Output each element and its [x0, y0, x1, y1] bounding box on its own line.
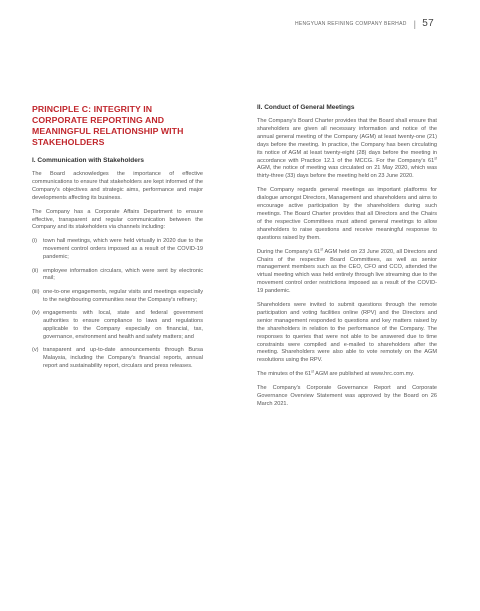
text-run: The minutes of the 61: [257, 371, 312, 378]
page-number: 57: [422, 18, 434, 29]
list-marker: (ii): [32, 267, 39, 274]
text-run: AGM, the notice of meeting was circulated on 21 May 2020, which was thirty-three (33) days before the meeting held on 23 June 2020.: [257, 165, 437, 180]
list-marker: (i): [32, 238, 37, 245]
list-marker: (v): [32, 347, 39, 354]
header-separator: |: [413, 18, 417, 29]
list-item: [32, 347, 203, 371]
list-item-text: transparent and up-to-date announcements through Bursa Malaysia, including the Company's financial reports, annual report and sustainability report, circulars and press releases.: [43, 347, 203, 370]
channel-list: [32, 238, 203, 371]
company-name: HENGYUAN REFINING COMPANY BERHAD: [294, 20, 407, 27]
list-item-text: one-to-one engagements, regular visits and meetings especially to the neighbouring communities near the Company's refinery;: [43, 288, 203, 303]
paragraph: The Company regards general meetings as important platforms for dialogue amongst Directors, Management and shareholders and aims to encourage active participation by the shareholders during such meetings. The Board Charter provides that all Directors and the Chairs of the respective Committees must attend general meetings to allow shareholders to raise questions and receive meaningful response to questions raised by them.: [257, 187, 437, 241]
list-item: [32, 289, 203, 305]
text-run: AGM are published at www.hrc.com.my.: [313, 371, 415, 378]
list-marker: (iv): [32, 310, 40, 317]
text-run: During the Company's 61: [257, 248, 321, 255]
list-item-text: engagements with local, state and federal government authorities to ensure compliance to laws and regulations applicable to the Company especially on financial, tax, governance, environment and health and safety matters; and: [43, 310, 203, 340]
list-marker: (iii): [32, 288, 40, 295]
paragraph: The Board acknowledges the importance of effective communications to ensure that stakeholders are kept informed of the Company's objectives and strategic aims, performance and major developments affecting its business.: [32, 171, 203, 201]
paragraph: [257, 249, 437, 296]
list-item-text: employee information circulars, which were sent by electronic mail;: [43, 267, 203, 282]
section-heading-general-meetings: II. Conduct of General Meetings: [257, 104, 355, 111]
ordinal-suffix: st: [311, 369, 314, 374]
paragraph: The Company's Corporate Governance Report and Corporate Governance Overview Statement was approved by the Board on 26 March 2021.: [257, 385, 437, 407]
paragraph: [257, 371, 437, 379]
ordinal-suffix: st: [320, 247, 324, 252]
list-item: [32, 238, 203, 262]
list-item: [32, 268, 203, 284]
ordinal-suffix: st: [434, 156, 437, 161]
list-item: [32, 310, 203, 342]
section-heading-communication: I. Communication with Stakeholders: [32, 157, 144, 164]
paragraph: Shareholders were invited to submit questions through the remote participation and voting facilities online (RPV) and the Directors and senior management responded to questions and key matters raised by the shareholders in relation to the performance of the Company. The responses to queries that were not able to be answered due to time constraints were compiled and e-mailed to shareholders after the meeting. Shareholders were also able to vote remotely on the AGM resolutions using the RPV.: [257, 302, 437, 364]
text-run: The Company's Board Charter provides that the Board shall ensure that shareholders are given all necessary information and notice of the annual general meeting of the Company (AGM) at least twenty-one (21) days before the meeting. In practice, the Company has been circulating its notice of AGM at least twenty-eight (28) days before the meeting in accordance with Practice 12.1 of the MCCG. For the Company's 61: [257, 118, 437, 164]
paragraph: [257, 118, 437, 181]
right-column: [257, 104, 437, 415]
paragraph: The Company has a Corporate Affairs Department to ensure effective, transparent and regular communication between the Company and its stakeholders via channels including:: [32, 208, 203, 231]
left-column: [32, 104, 203, 377]
page-header: [295, 18, 434, 29]
list-item-text: town hall meetings, which were held virtually in 2020 due to the movement control orders imposed as a result of the COVID-19 pandemic;: [43, 238, 203, 261]
principle-title: PRINCIPLE C: INTEGRITY IN CORPORATE REPORTING AND MEANINGFUL RELATIONSHIP WITH STAKEHOLDERS: [32, 104, 184, 147]
text-run: AGM held on 23 June 2020, all Directors and Chairs of the respective Board Committees, as well as senior management members such as the CEO, CFO and CCO, attended the virtual meeting which was held entirely through live streaming due to the movement control order restrictions imposed as a result of the COVID-19 pandemic.: [257, 248, 437, 295]
